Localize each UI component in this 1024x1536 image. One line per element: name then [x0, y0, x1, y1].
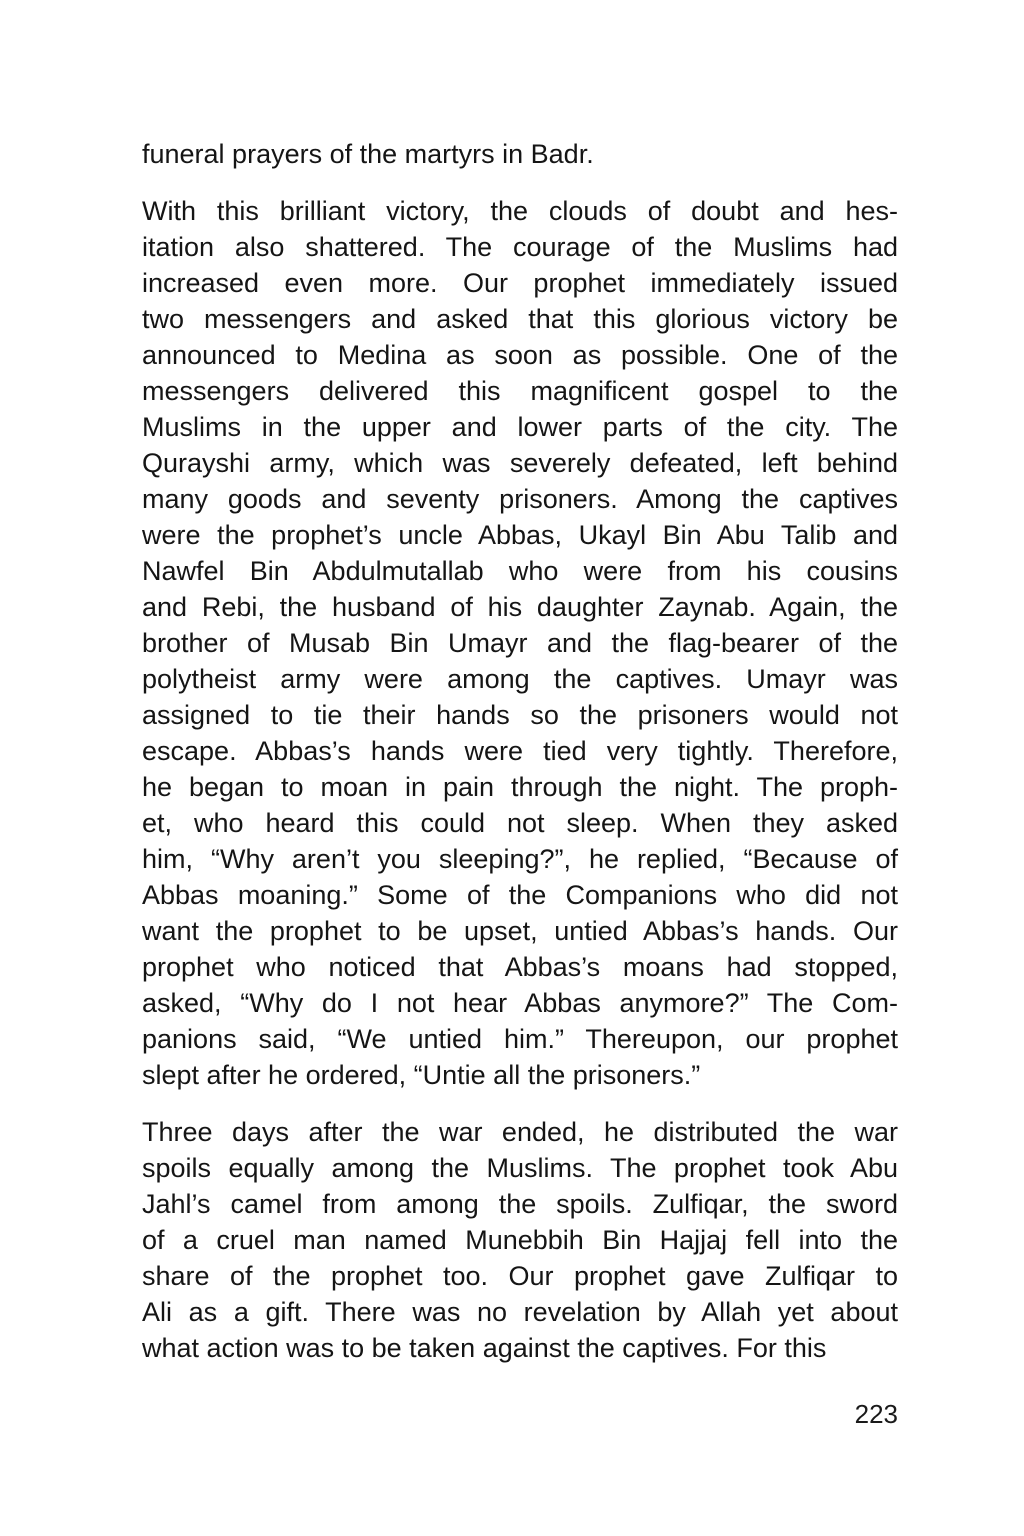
- page-number: 223: [854, 1399, 898, 1429]
- text-line: announced to Medina as soon as possible. One of the: [142, 340, 898, 370]
- text-line: assigned to tie their hands so the prisoners would not: [142, 700, 898, 730]
- text-line: two messengers and asked that this glorious victory be: [142, 304, 898, 334]
- text-line: panions said, “We untied him.” Thereupon, our prophet: [142, 1024, 898, 1054]
- text-line: he began to moan in pain through the night. The proph-: [142, 772, 898, 802]
- text-line: Jahl’s camel from among the spoils. Zulfiqar, the sword: [142, 1189, 898, 1219]
- paragraph: [142, 136, 898, 172]
- text-line: asked, “Why do I not hear Abbas anymore?” The Com-: [142, 988, 898, 1018]
- text-line: share of the prophet too. Our prophet gave Zulfiqar to: [142, 1261, 898, 1291]
- text-line: With this brilliant victory, the clouds of doubt and hes-: [142, 196, 898, 226]
- text-line: Qurayshi army, which was severely defeated, left behind: [142, 448, 898, 478]
- text-line: Nawfel Bin Abdulmutallab who were from his cousins: [142, 556, 898, 586]
- text-line: Three days after the war ended, he distributed the war: [142, 1117, 898, 1147]
- text-line: Muslims in the upper and lower parts of the city. The: [142, 412, 898, 442]
- text-line: brother of Musab Bin Umayr and the flag-bearer of the: [142, 628, 898, 658]
- paragraph: [142, 193, 898, 1093]
- text-line: itation also shattered. The courage of the Muslims had: [142, 232, 898, 262]
- text-line: funeral prayers of the martyrs in Badr.: [142, 139, 594, 169]
- paragraph: [142, 1114, 898, 1366]
- text-line: escape. Abbas’s hands were tied very tightly. Therefore,: [142, 736, 898, 766]
- text-line: increased even more. Our prophet immediately issued: [142, 268, 898, 298]
- text-line: polytheist army were among the captives. Umayr was: [142, 664, 898, 694]
- text-line: and Rebi, the husband of his daughter Zaynab. Again, the: [142, 592, 898, 622]
- text-line: of a cruel man named Munebbih Bin Hajjaj fell into the: [142, 1225, 898, 1255]
- body-text: [142, 136, 898, 1387]
- text-line: Abbas moaning.” Some of the Companions who did not: [142, 880, 898, 910]
- text-line: were the prophet’s uncle Abbas, Ukayl Bin Abu Talib and: [142, 520, 898, 550]
- text-line: et, who heard this could not sleep. When they asked: [142, 808, 898, 838]
- text-line: messengers delivered this magnificent gospel to the: [142, 376, 898, 406]
- text-line: what action was to be taken against the captives. For this: [142, 1333, 827, 1363]
- text-line: spoils equally among the Muslims. The prophet took Abu: [142, 1153, 898, 1183]
- text-line: prophet who noticed that Abbas’s moans had stopped,: [142, 952, 898, 982]
- text-line: Ali as a gift. There was no revelation by Allah yet about: [142, 1297, 898, 1327]
- text-line: want the prophet to be upset, untied Abbas’s hands. Our: [142, 916, 898, 946]
- text-line: slept after he ordered, “Untie all the prisoners.”: [142, 1060, 701, 1090]
- text-line: him, “Why aren’t you sleeping?”, he replied, “Because of: [142, 844, 898, 874]
- text-line: many goods and seventy prisoners. Among the captives: [142, 484, 898, 514]
